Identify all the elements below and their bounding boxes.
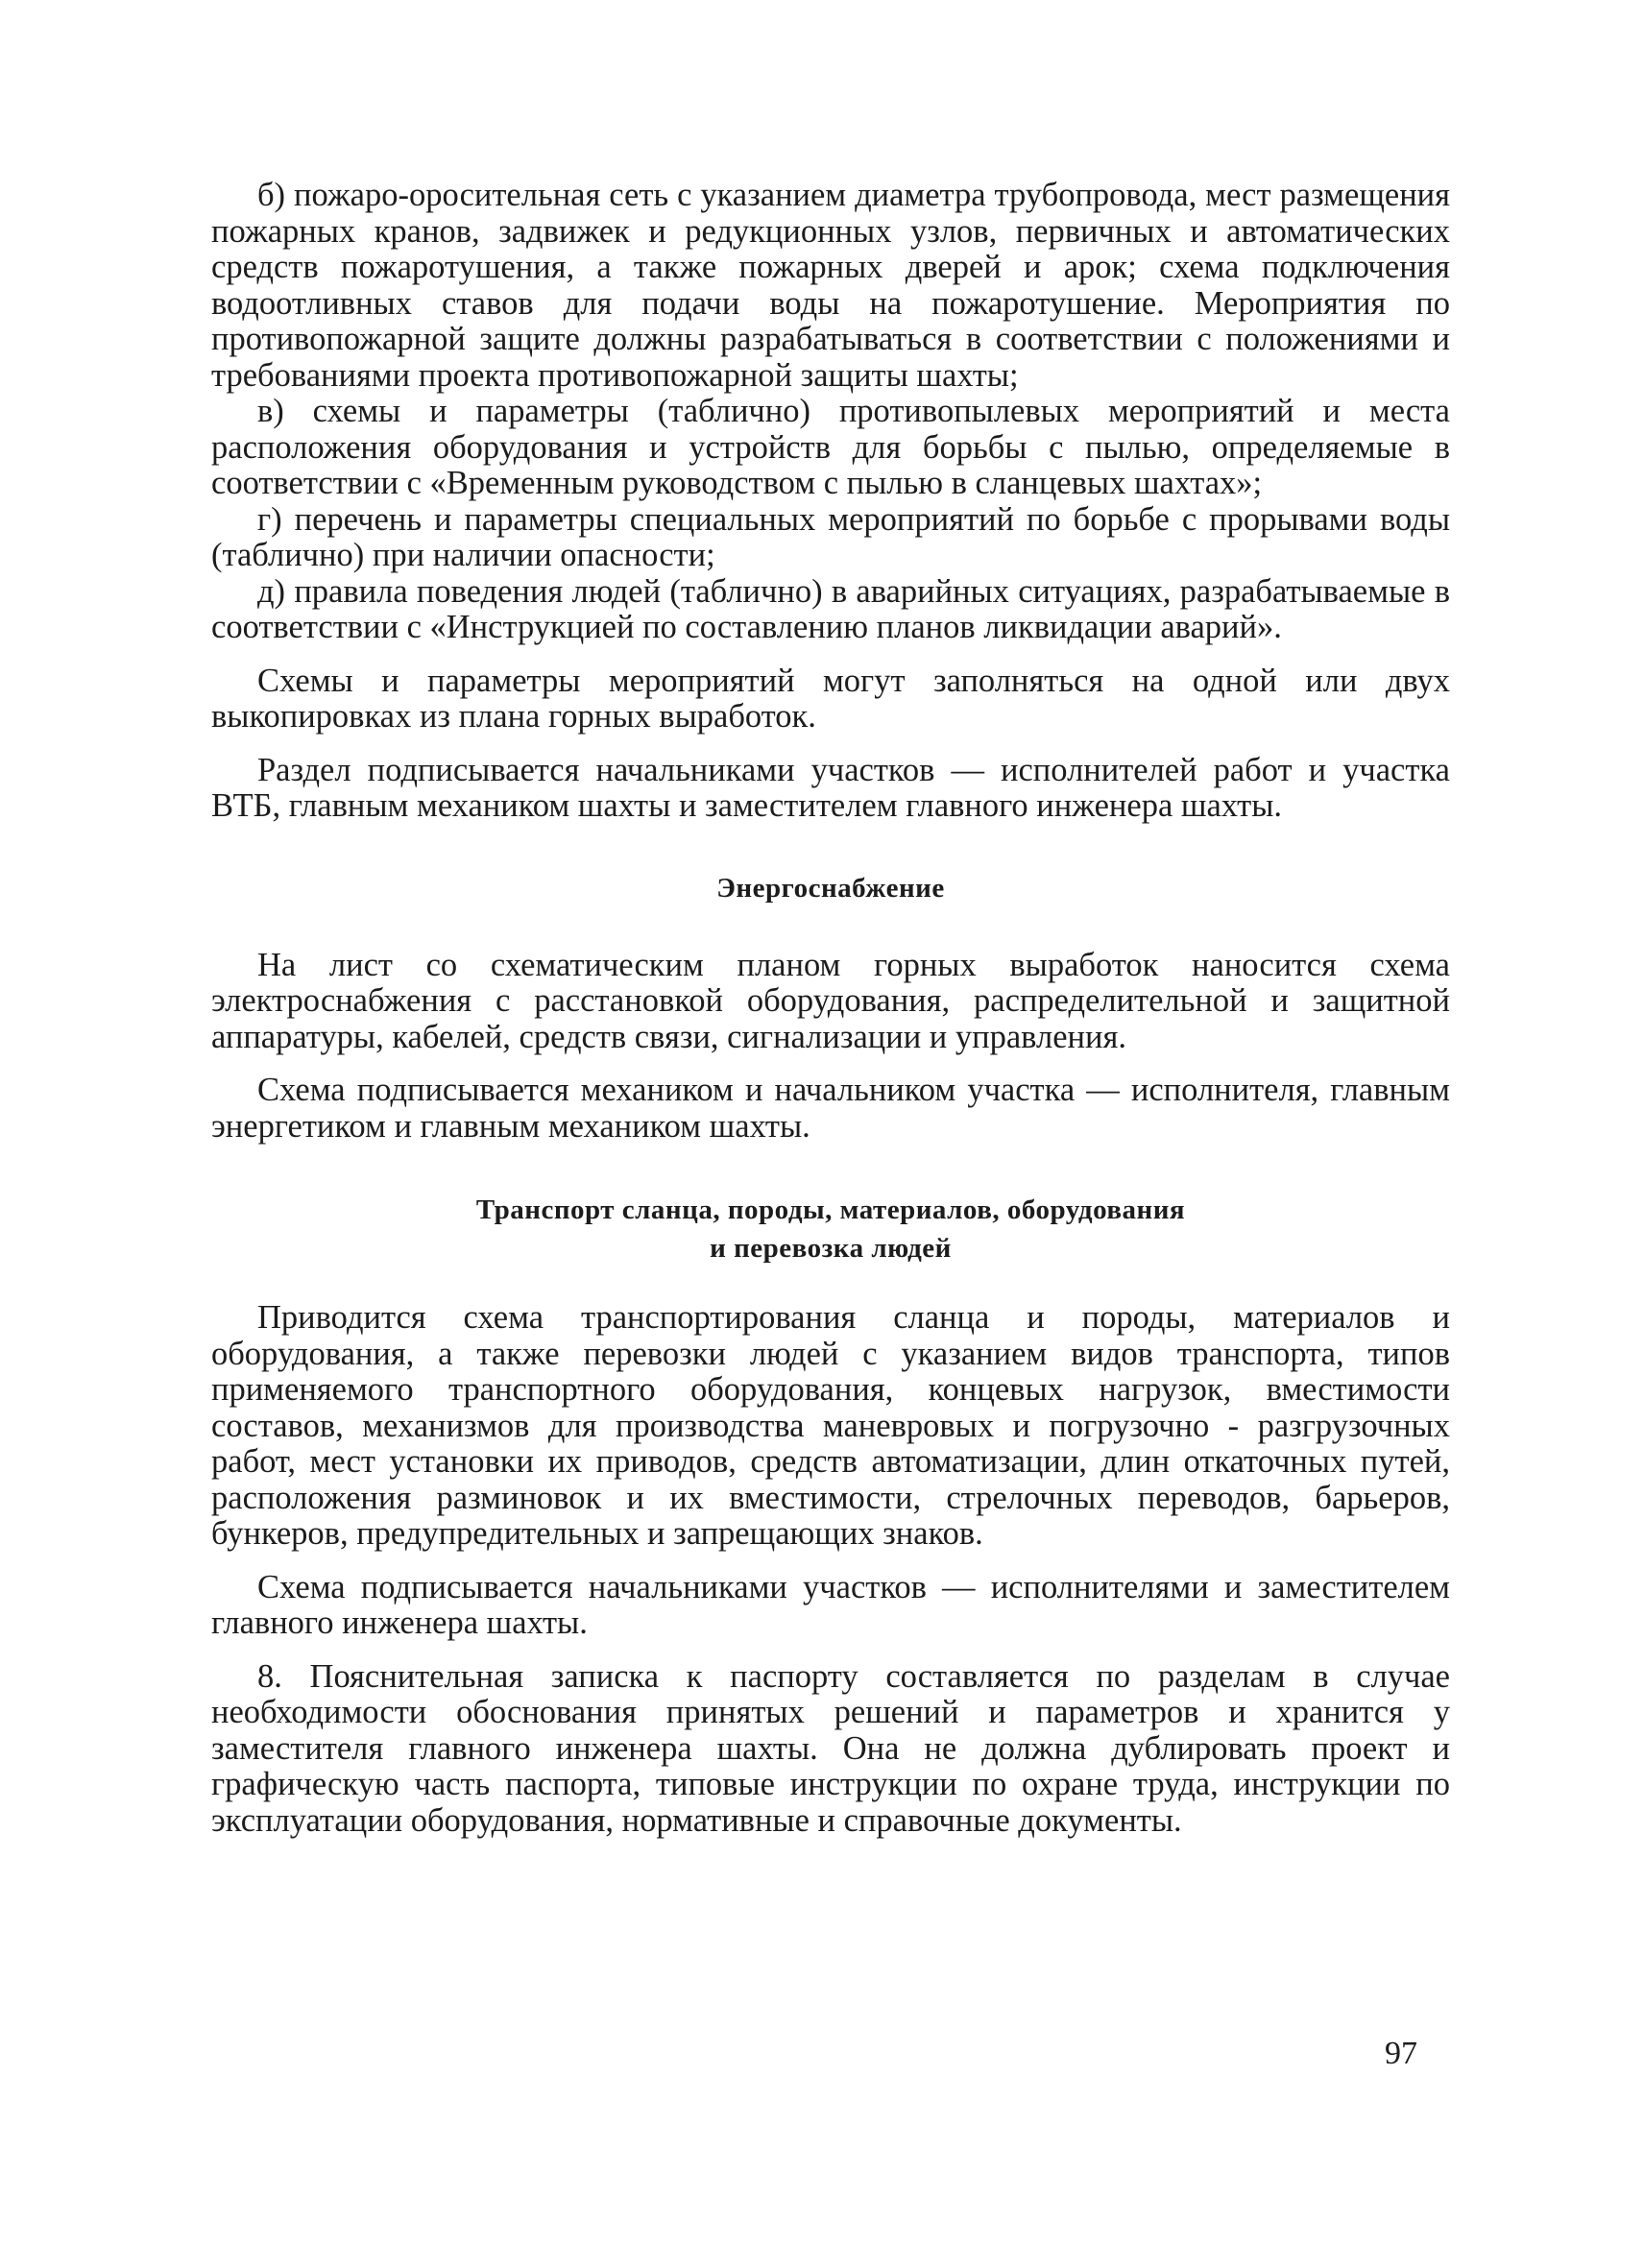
energy-scheme-paragraph: На лист со схематическим планом горных выработок наносится схема электроснабжения с расстановкой оборудования, распределительной и защитной аппаратуры, кабелей, средств связи, сигнализации и управления. [211, 946, 1450, 1055]
item-v-paragraph: в) схемы и параметры (таблично) противопылевых мероприятий и места расположения оборудования и устройств для борьбы с пылью, определяемые в соответствии с «Временным руководством с пылью в сланцевых шахтах»; [211, 393, 1450, 501]
transport-scheme-paragraph: Приводится схема транспортирования сланца и породы, материалов и оборудования, а также перевозки людей с указанием видов транспорта, типов применяемого транспортного оборудования, концевых нагрузок, вместимости составов, механизмов для производства маневровых и погрузочно - разгрузочных работ, мест установки их приводов, средств автоматизации, длин откаточных путей, расположения разминовок и их вместимости, стрелочных переводов, барьеров, бункеров, предупредительных и запрещающих знаков. [211, 1299, 1450, 1552]
page-number: 97 [1385, 2036, 1417, 2071]
energy-heading: Энергоснабжение [716, 872, 945, 904]
energy-signature-paragraph: Схема подписывается механиком и начальником участка — исполнителя, главным энергетиком и главным механиком шахты. [211, 1072, 1450, 1145]
explanatory-note-paragraph: 8. Пояснительная записка к паспорту составляется по разделам в случае необходимости обоснования принятых решений и параметров и хранится у заместителя главного инженера шахты. Она не должна дублировать проект и графическую часть паспорта, типовые инструкции по охране труда, инструкции по эксплуатации оборудования, нормативные и справочные документы. [211, 1657, 1450, 1839]
item-b-paragraph: б) пожаро-оросительная сеть с указанием диаметра трубопровода, мест размещения пожарных кранов, задвижек и редукционных узлов, первичных и автоматических средств пожаротушения, а также пожарных дверей и арок; схема подключения водоотливных ставов для подачи воды на пожаротушение. Мероприятия по противопожарной защите должны разрабатываться в соответствии с положениями и требованиями проекта противопожарной защиты шахты; [211, 177, 1450, 394]
item-g-paragraph: г) перечень и параметры специальных мероприятий по борьбе с прорывами воды (таблично) при наличии опасности; [211, 500, 1450, 573]
transport-heading [211, 1191, 1450, 1267]
document-page [211, 178, 1450, 1839]
transport-signature-paragraph: Схема подписывается начальниками участков — исполнителями и заместителем главного инженера шахты. [211, 1568, 1450, 1641]
section-signature-paragraph: Раздел подписывается начальниками участков — исполнителей работ и участка ВТБ, главным механиком шахты и заместителем главного инженера шахты. [211, 751, 1450, 824]
transport-heading-line-1: Транспорт сланца, породы, материалов, оборудования [475, 1194, 1186, 1225]
transport-heading-line-2: и перевозка людей [710, 1233, 952, 1264]
schemes-paragraph: Схемы и параметры мероприятий могут заполняться на одной или двух выкопировках из плана горных выработок. [211, 662, 1450, 735]
item-d-paragraph: д) правила поведения людей (таблично) в аварийных ситуациях, разрабатываемые в соответствии с «Инструкцией по составлению планов ликвидации аварий». [211, 572, 1450, 645]
